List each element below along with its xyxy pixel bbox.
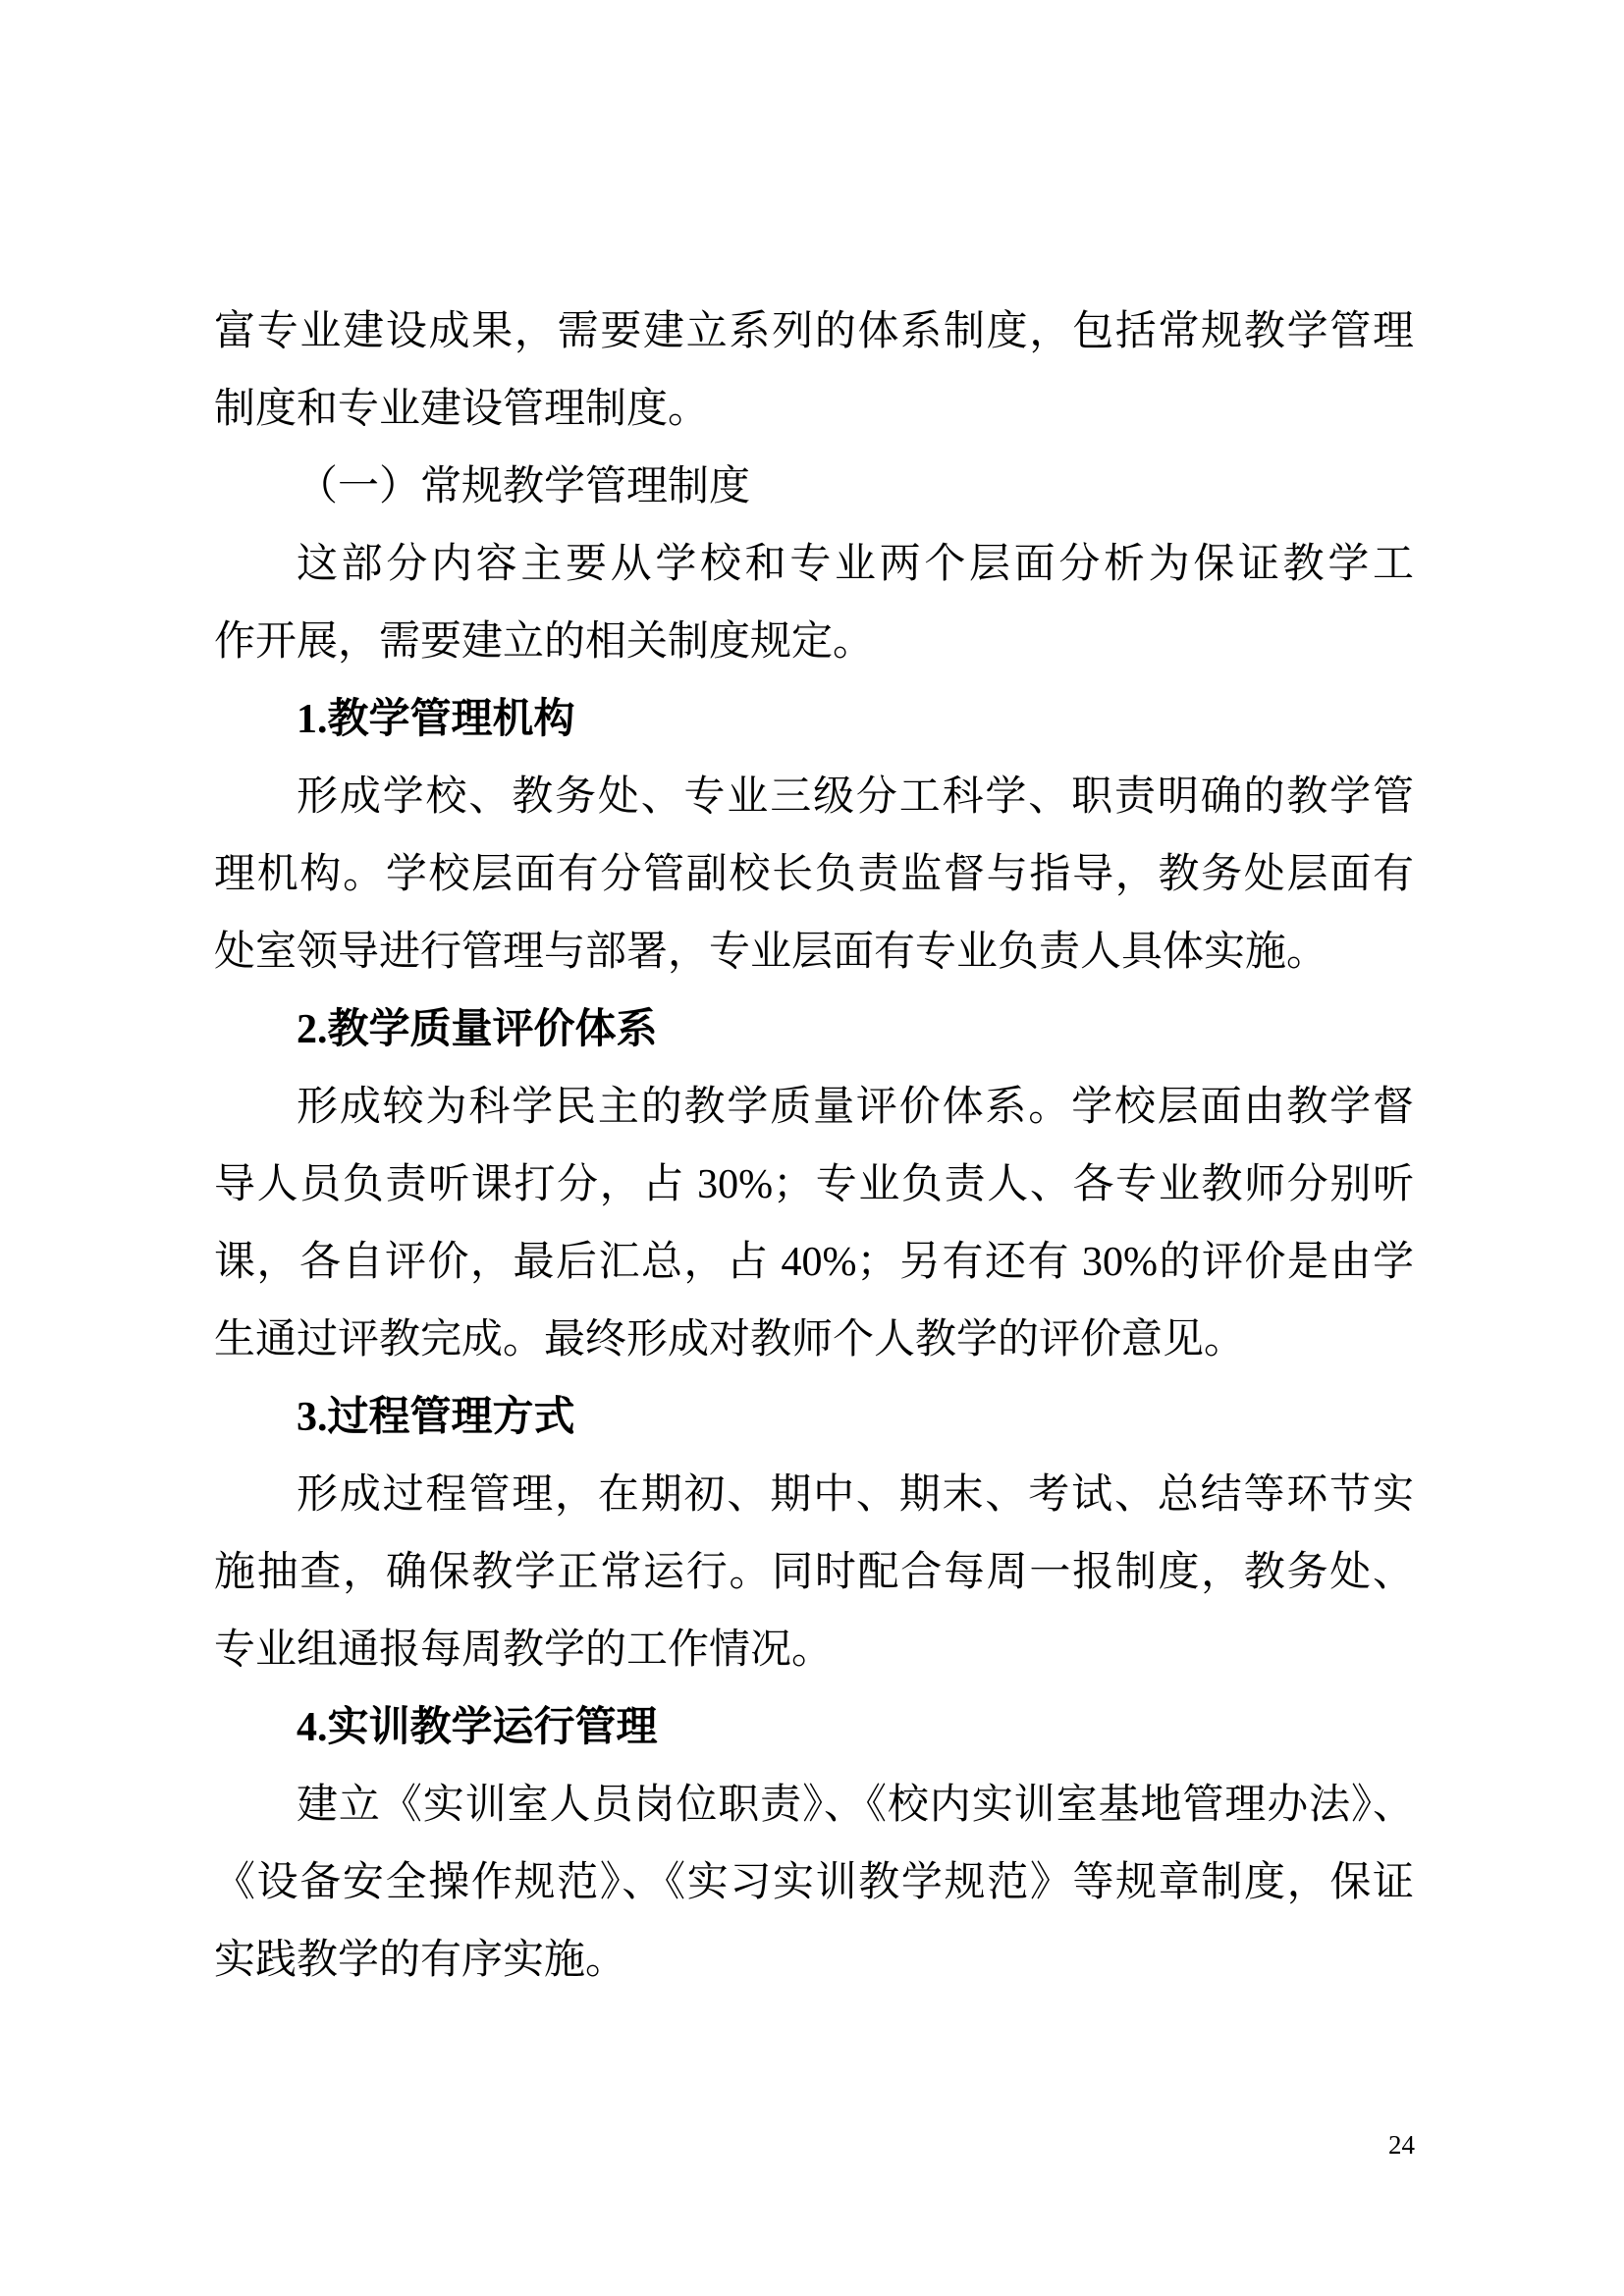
section-heading: （一）常规教学管理制度 xyxy=(297,464,751,509)
numbered-heading-1: 1.教学管理机构 xyxy=(297,697,575,742)
body-text-line: 理机构。学校层面有分管副校长负责监督与指导，教务处层面有 xyxy=(214,852,1414,897)
numbered-heading-3: 3.过程管理方式 xyxy=(297,1395,575,1440)
numbered-heading-4: 4.实训教学运行管理 xyxy=(297,1705,658,1750)
numbered-heading-2: 2.教学质量评价体系 xyxy=(297,1007,658,1052)
body-text-line: 形成过程管理，在期初、期中、期末、考试、总结等环节实 xyxy=(297,1472,1414,1518)
body-text-line: 导人员负责听课打分，占 30%；专业负责人、各专业教师分别听 xyxy=(214,1162,1414,1207)
document-body xyxy=(214,294,1414,2000)
body-text-line: 处室领导进行管理与部署，专业层面有专业负责人具体实施。 xyxy=(214,930,1328,975)
body-text-line: 富专业建设成果，需要建立系列的体系制度，包括常规教学管理 xyxy=(214,309,1414,354)
body-text-line: 建立《实训室人员岗位职责》、《校内实训室基地管理办法》、 xyxy=(297,1783,1414,1828)
body-text-line: 《设备安全操作规范》、《实习实训教学规范》等规章制度，保证 xyxy=(214,1860,1414,1905)
body-text-line: 生通过评教完成。最终形成对教师个人教学的评价意见。 xyxy=(214,1317,1246,1362)
body-text-line: 形成学校、教务处、专业三级分工科学、职责明确的教学管 xyxy=(297,774,1414,820)
body-text-line: 专业组通报每周教学的工作情况。 xyxy=(214,1628,834,1673)
body-text-line: 形成较为科学民主的教学质量评价体系。学校层面由教学督 xyxy=(297,1085,1414,1130)
body-text-line: 制度和专业建设管理制度。 xyxy=(214,387,710,432)
page-number: 24 xyxy=(1388,2130,1415,2160)
body-text-line: 课，各自评价，最后汇总，占 40%；另有还有 30%的评价是由学 xyxy=(214,1240,1414,1285)
body-text-line: 施抽查，确保教学正常运行。同时配合每周一报制度，教务处、 xyxy=(214,1550,1414,1595)
body-text-line: 这部分内容主要从学校和专业两个层面分析为保证教学工 xyxy=(297,542,1414,587)
body-text-line: 实践教学的有序实施。 xyxy=(214,1938,627,1983)
body-text-line: 作开展，需要建立的相关制度规定。 xyxy=(214,619,875,665)
